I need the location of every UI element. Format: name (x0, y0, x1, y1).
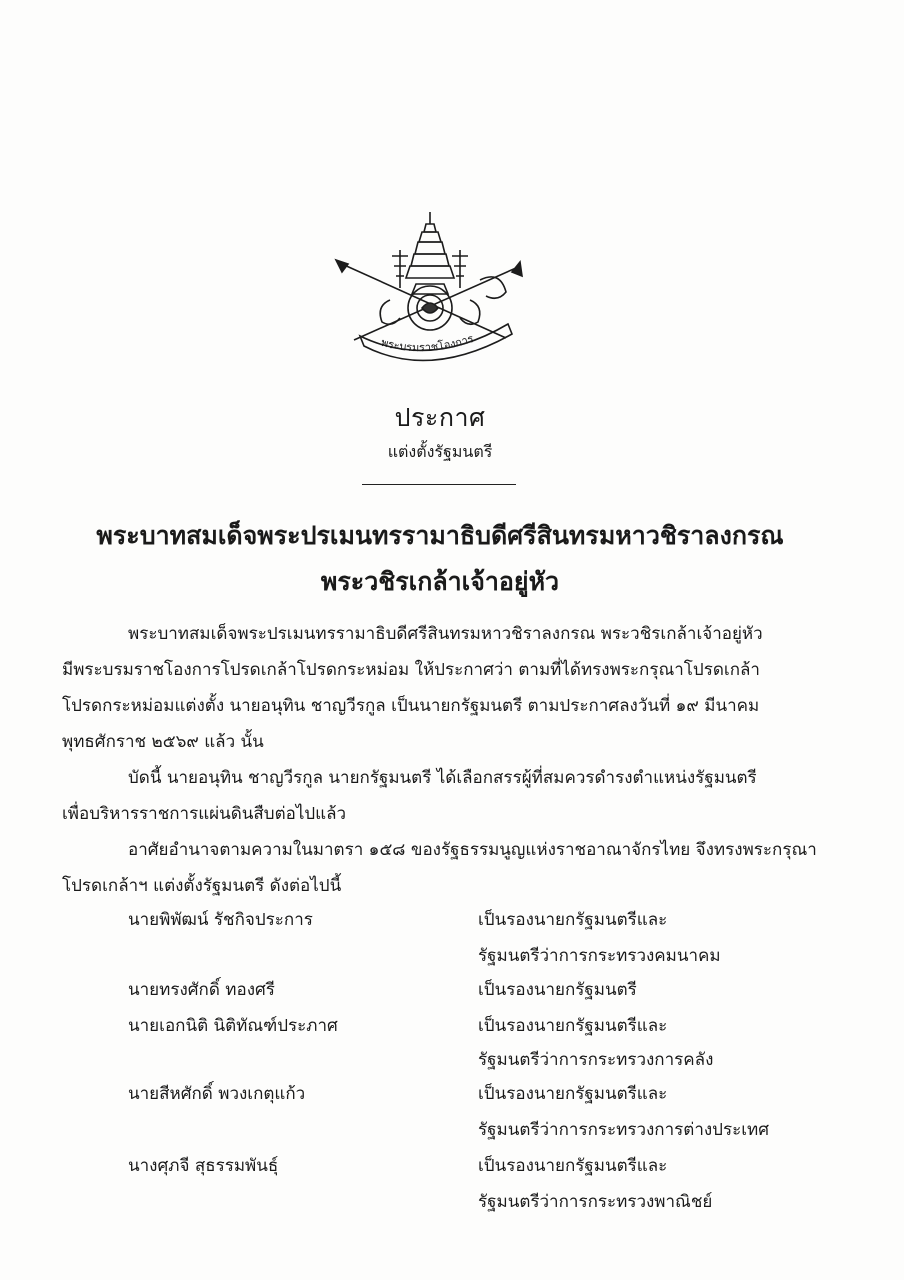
appointee-position-detail: รัฐมนตรีว่าการกระทรวงพาณิชย์ (478, 1192, 713, 1212)
paragraph-2-line-2: เพื่อบริหารราชการแผ่นดินสืบต่อไปแล้ว (62, 804, 347, 824)
appointee-position: เป็นรองนายกรัฐมนตรีและ (478, 1016, 668, 1036)
paragraph-2-line-1: บัดนี้ นายอนุทิน ชาญวีรกูล นายกรัฐมนตรี ได้เลือกสรรผู้ที่สมควรดำรงตำแหน่งรัฐมนตรี (128, 768, 757, 788)
title-divider (362, 484, 516, 485)
paragraph-1-line-3: โปรดกระหม่อมแต่งตั้ง นายอนุทิน ชาญวีรกูล เป็นนายกรัฐมนตรี ตามประกาศลงวันที่ ๑๙ มีนาคม (62, 696, 760, 716)
appointee-name: นายสีหศักดิ์ พวงเกตุแก้ว (128, 1084, 306, 1104)
appointee-position-detail: รัฐมนตรีว่าการกระทรวงการคลัง (478, 1050, 714, 1070)
appointee-position: เป็นรองนายกรัฐมนตรีและ (478, 1084, 668, 1104)
king-title-line-2: พระวชิรเกล้าเจ้าอยู่หัว (320, 567, 560, 596)
paragraph-3-line-2: โปรดเกล้าฯ แต่งตั้งรัฐมนตรี ดังต่อไปนี้ (62, 876, 342, 896)
seal-ribbon-text: พระบรมราชโองการ (379, 332, 476, 355)
appointee-name: นางศุภจี สุธรรมพันธุ์ (128, 1156, 279, 1176)
paragraph-1-line-2: มีพระบรมราชโองการโปรดเกล้าโปรดกระหม่อม ให้ประกาศว่า ตามที่ได้ทรงพระกรุณาโปรดเกล้า (62, 660, 760, 680)
king-title-line-1: พระบาทสมเด็จพระปรเมนทรรามาธิบดีศรีสินทรมหาวชิราลงกรณ (96, 521, 784, 550)
paragraph-1-line-4: พุทธศักราช ๒๕๖๙ แล้ว นั้น (62, 732, 264, 752)
announcement-title: ประกาศ (394, 403, 486, 432)
appointee-name: นายเอกนิติ นิติทัณฑ์ประภาศ (128, 1016, 338, 1036)
paragraph-3-line-1: อาศัยอำนาจตามความในมาตรา ๑๕๘ ของรัฐธรรมนูญแห่งราชอาณาจักรไทย จึงทรงพระกรุณา (128, 840, 817, 860)
royal-seal-emblem (330, 210, 530, 370)
appointee-name: นายพิพัฒน์ รัชกิจประการ (128, 910, 313, 930)
paragraph-1-line-1: พระบาทสมเด็จพระปรเมนทรรามาธิบดีศรีสินทรมหาวชิราลงกรณ พระวชิรเกล้าเจ้าอยู่หัว (128, 624, 763, 644)
appointee-position: เป็นรองนายกรัฐมนตรี (478, 980, 637, 1000)
appointee-position-detail: รัฐมนตรีว่าการกระทรวงคมนาคม (478, 946, 721, 966)
appointee-name: นายทรงศักดิ์ ทองศรี (128, 980, 275, 1000)
announcement-subtitle: แต่งตั้งรัฐมนตรี (387, 442, 493, 461)
appointee-position: เป็นรองนายกรัฐมนตรีและ (478, 1156, 668, 1176)
appointee-position-detail: รัฐมนตรีว่าการกระทรวงการต่างประเทศ (478, 1120, 770, 1140)
appointee-position: เป็นรองนายกรัฐมนตรีและ (478, 910, 668, 930)
